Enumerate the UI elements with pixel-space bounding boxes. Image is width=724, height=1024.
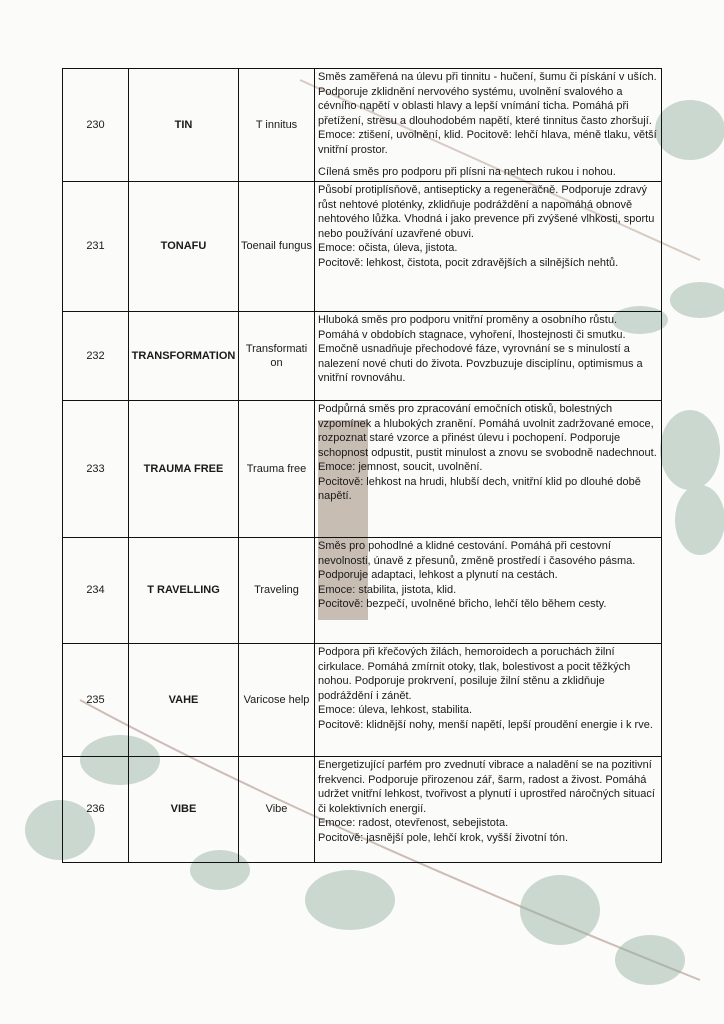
description	[315, 182, 662, 312]
blend-name: T RAVELLING	[129, 538, 239, 644]
description-paragraph: Emoce: stabilita, jistota, klid.	[318, 583, 457, 596]
table-row	[63, 757, 662, 863]
description	[315, 757, 662, 863]
table-row	[63, 401, 662, 538]
table-row	[63, 69, 662, 182]
blend-name: TRAUMA FREE	[129, 401, 239, 538]
blend-name: TONAFU	[129, 182, 239, 312]
description-paragraph: Podpora při křečových žilách, hemoroidech a poruchách žilní cirkulace. Pomáhá zmírnit otoky, tlak, bolestivost a pocit těžkých nohou. Podporuje prokrvení, posiluje žilní stěnu a zklidňuje podráždění i zánět.	[318, 646, 631, 702]
description-paragraph: Energetizující parfém pro zvednutí vibrace a naladění se na pozitivní frekvenci. Podporuje přirozenou zář, šarm, radost a živost. Pomáhá udržet vnitřní lehkost, tvořivost a plynutí i uprostřed náročných situací či kolektivních energií.	[318, 759, 655, 815]
description-paragraph: Emoce: jemnost, soucit, uvolnění.	[318, 461, 483, 473]
description-paragraph: Emoce: úleva, lehkost, stabilita.	[318, 704, 473, 716]
description-paragraph: Pocitově: lehkost, čistota, pocit zdravějších a silnějších nehtů.	[318, 256, 619, 269]
english-name: Toenail fungus	[239, 182, 315, 312]
blend-name: VAHE	[129, 644, 239, 757]
description-paragraph: Hluboká směs pro podporu vnitřní proměny a osobního růstu. Pomáhá v obdobích stagnace, vyhoření, lhostejnosti či smutku. Emočně usnadňuje přechodové fáze, vyrovnání se s minulostí a nalezení nové chuti do života. Povzbuzuje disciplínu, optimismus a vnitřní rovnováhu.	[318, 314, 643, 384]
description-paragraph: Působí protiplísňově, antisepticky a regeneračně. Podporuje zdravý růst nehtové ploténky, zklidňuje podráždění a napomáhá obnově nehtového lůžka. Vhodná i jako prevence při zvýšené vlhkosti, sportu nebo používání uzavřené obuvi.	[318, 184, 655, 240]
english-name: Transformati on	[239, 312, 315, 401]
blend-name: VIBE	[129, 757, 239, 863]
description	[315, 401, 662, 538]
description	[315, 538, 662, 644]
row-number: 236	[63, 757, 129, 863]
description-paragraph: Směs pro pohodlné a klidné cestování. Pomáhá při cestovní nevolnosti, únavě z přesunů, změně prostředí i časového pásma. Podporuje adaptaci, lehkost a plynutí na cestách.	[318, 540, 636, 581]
english-name: Vibe	[239, 757, 315, 863]
description-paragraph: Emoce: radost, otevřenost, sebejistota.	[318, 817, 509, 829]
description-paragraph: Podpůrná směs pro zpracování emočních otisků, bolestných vzpomínek a hlubokých zranění. Pomáhá uvolnit zadržované emoce, rozpoznat staré vzorce a přinést úlevu i pochopení. Podporuje schopnost odpustit, pustit minulost a znovu se svobodně nadechnout.	[318, 403, 657, 459]
description-paragraph: Pocitově: lehkost na hrudi, hlubší dech, vnitřní klid po dlouhé době napětí.	[318, 475, 641, 502]
row-number: 235	[63, 644, 129, 757]
description-paragraph: Emoce: očista, úleva, jistota.	[318, 242, 458, 254]
english-name: Trauma free	[239, 401, 315, 538]
english-name: T innitus	[239, 69, 315, 182]
english-name: Traveling	[239, 538, 315, 644]
blend-name: TRANSFORMATION	[129, 312, 239, 401]
description-paragraph: Směs zaměřená na úlevu při tinnitu - hučení, šumu či pískání v uších. Podporuje zklidnění nervového systému, uvolnění svalového a cévního napětí v oblasti hlavy a lepší vnímání ticha. Pomáhá při přetížení, stresu a dlouhodobém napětí, které tinnitus často zhoršují. Emoce: ztišení, uvolnění, klid. Pocitově: lehčí hlava, méně tlaku, větší vnitřní prostor.	[318, 71, 657, 156]
description-paragraph: Pocitově: jasnější pole, lehčí krok, vyšší životní tón.	[318, 831, 569, 844]
row-number: 230	[63, 69, 129, 182]
blend-name: TIN	[129, 69, 239, 182]
row-number: 233	[63, 401, 129, 538]
oil-blends-table	[62, 68, 662, 863]
description-paragraph: Pocitově: bezpečí, uvolněné břicho, lehčí tělo během cesty.	[318, 598, 607, 610]
description	[315, 69, 662, 182]
table-row	[63, 644, 662, 757]
row-number: 231	[63, 182, 129, 312]
description-paragraph: Cílená směs pro podporu při plísni na nehtech rukou i nohou.	[318, 166, 616, 178]
table-row	[63, 312, 662, 401]
row-number: 232	[63, 312, 129, 401]
description	[315, 312, 662, 401]
description	[315, 644, 662, 757]
english-name: Varicose help	[239, 644, 315, 757]
table-row	[63, 538, 662, 644]
description-paragraph: Pocitově: klidnější nohy, menší napětí, lepší proudění energie i k rve.	[318, 718, 653, 731]
table-row	[63, 182, 662, 312]
row-number: 234	[63, 538, 129, 644]
